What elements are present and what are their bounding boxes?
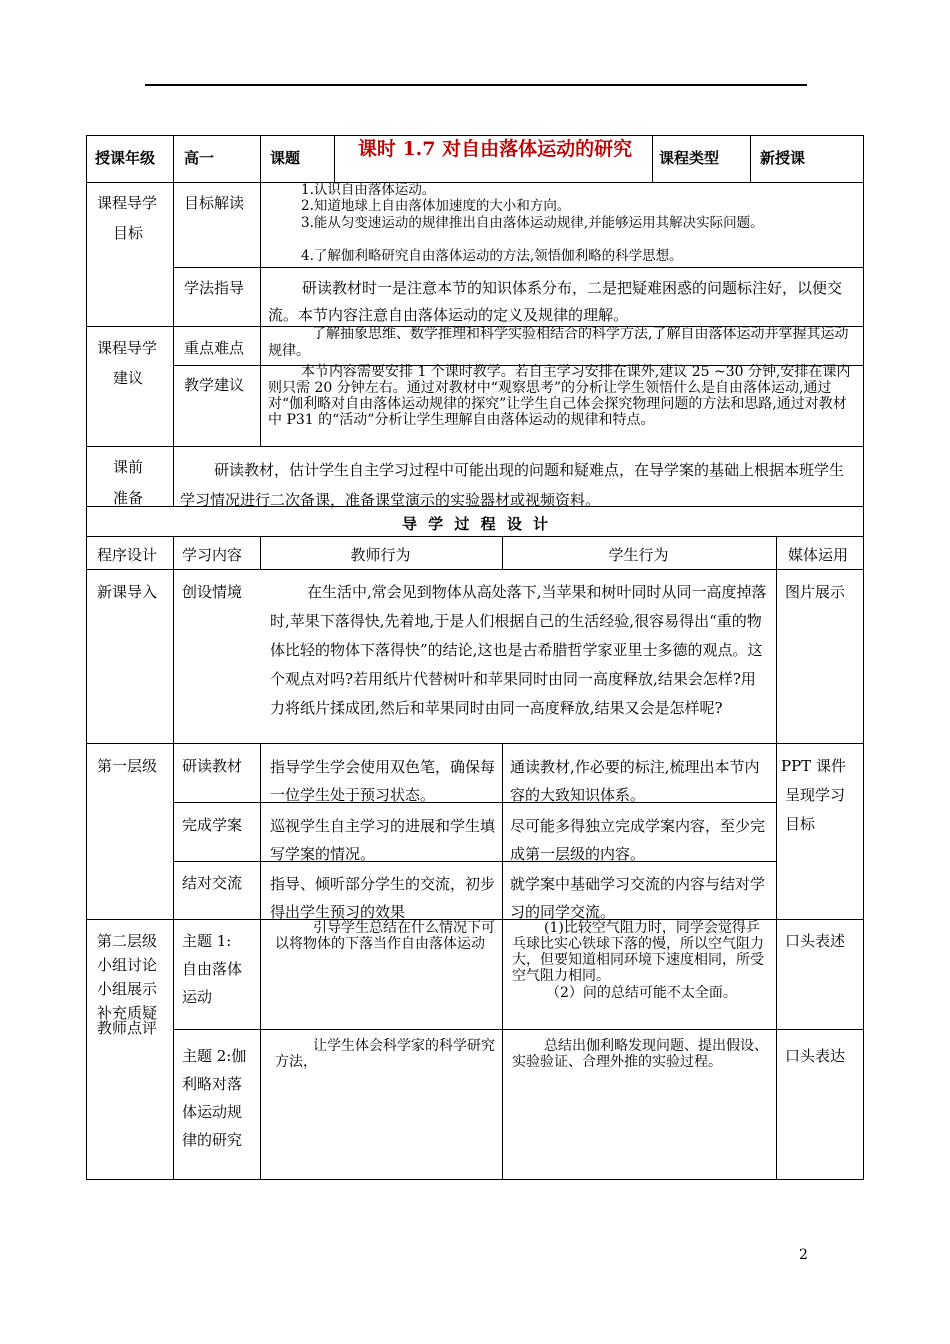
type-label: 课程类型	[659, 149, 720, 167]
guide-goal-section-line2: 目标	[113, 224, 144, 242]
method-text: 研读教材时一是注意本节的知识体系分布，二是把疑难困惑的问题标注好，以便交流。本节内容注意自由落体运动的定义及规律的理解。	[268, 279, 843, 324]
intro-text: 在生活中,常会见到物体从高处落下,当苹果和树叶同时从同一高度掉落时,苹果下落得快,先着地,于是人们根据自己的生活经验,很容易得出“重的物体比轻的物体下落得快”的结论,这也是古希腊哲学家亚里士多德的观点。这个观点对吗?若用纸片代替树叶和苹果同时由同一高度释放,结果会怎样?用力将纸片揉成团,然后和苹果同时由同一高度释放,结果又会是怎样呢?	[270, 583, 767, 717]
level2-row1-media: 口头表述	[785, 932, 846, 950]
col-content: 学习内容	[182, 546, 243, 564]
topic-label: 课题	[270, 149, 301, 167]
teach-label: 教学建议	[184, 376, 245, 394]
level2-row2-content-2: 利略对落	[182, 1075, 243, 1093]
type-value: 新授课	[760, 149, 806, 167]
prep-section-line2: 准备	[113, 489, 144, 507]
intro-media: 图片展示	[785, 583, 846, 601]
level2-row1-content-1: 主题 1:	[182, 932, 232, 950]
level2-stage-5: 教师点评	[97, 1019, 158, 1037]
top-rule	[145, 84, 807, 86]
level1-row1-teacher: 指导学生学会使用双色笔，确保每一位学生处于预习状态。	[270, 758, 496, 804]
objective-label: 目标解读	[184, 194, 245, 212]
prep-text: 研读教材，估计学生自主学习过程中可能出现的问题和疑难点，在导学案的基础上根据本班学生学习情况进行二次备课，准备课堂演示的实验器材或视频资料。	[180, 461, 845, 509]
level2-stage-3: 小组展示	[97, 980, 158, 998]
level1-row1-student: 通读教材,作必要的标注,梳理出本节内容的大致知识体系。	[510, 758, 760, 804]
guide-advice-section-line1: 课程导学	[97, 339, 158, 357]
level1-row1-content: 研读教材	[182, 757, 243, 775]
method-label: 学法指导	[184, 279, 245, 297]
level2-row2-content-3: 体运动规	[182, 1103, 243, 1121]
grade-label: 授课年级	[95, 149, 156, 167]
grade-value: 高一	[184, 149, 215, 167]
level1-row3-teacher: 指导、倾听部分学生的交流，初步得出学生预习的效果	[270, 875, 496, 921]
level2-row1-student-2: （2）问的总结可能不太全面。	[546, 985, 737, 1001]
level2-row2-student: 总结出伽利略发现问题、提出假设、实验验证、合理外推的实验过程。	[512, 1038, 768, 1070]
level2-stage-1: 第二层级	[97, 932, 158, 950]
col-media: 媒体运用	[788, 546, 849, 564]
level2-row1-student: (1)比较空气阻力时，同学会觉得乒乓球比实心铁球下落的慢，所以空气阻力大，但要知道相同环境下速度相同，所受空气阻力相同。	[512, 920, 764, 984]
intro-content: 创设情境	[182, 583, 243, 601]
col-procedure: 程序设计	[97, 546, 158, 564]
level1-media-line3: 目标	[785, 815, 816, 833]
level1-row3-content: 结对交流	[182, 874, 243, 892]
level2-row2-media: 口头表达	[785, 1047, 846, 1065]
key-label: 重点难点	[184, 339, 245, 357]
level2-row1-content-3: 运动	[182, 988, 213, 1006]
level2-row2-content-4: 律的研究	[182, 1131, 243, 1149]
level2-row2-teacher: 让学生体会科学家的科学研究方法，	[275, 1038, 495, 1070]
page-number: 2	[799, 1247, 808, 1263]
objective-1: 1.认识自由落体运动。	[301, 182, 436, 198]
level1-row3-student: 就学案中基础学习交流的内容与结对学习的同学交流。	[510, 875, 766, 921]
design-title: 导 学 过 程 设 计	[401, 515, 549, 533]
prep-section-line1: 课前	[113, 458, 144, 476]
key-text: 了解抽象思维、数学推理和科学实验相结合的科学方法,了解自由落体运动并掌握其运动规律。	[268, 326, 849, 359]
col-teacher: 教师行为	[350, 546, 411, 564]
level2-stage-4: 补充质疑	[97, 1004, 158, 1022]
guide-goal-section-line1: 课程导学	[97, 194, 158, 212]
level2-stage-2: 小组讨论	[97, 956, 158, 974]
level1-stage: 第一层级	[97, 757, 158, 775]
teach-text: 本节内容需要安排 1 个课时教学。若自主学习安排在课外,建议 25 ~30 分钟,安排在课内则只需 20 分钟左右。通过对教材中“观察思考”的分析让学生领悟什么是自由落体运动,通过对“伽利略对自由落体运动规律的探究”让学生自己体会探究物理问题的方法和思路,通过对教材中 P31 的“活动”分析让学生理解自由落体运动的规律和特点。	[268, 364, 851, 428]
intro-stage: 新课导入	[97, 583, 158, 601]
level1-row2-content: 完成学案	[182, 816, 243, 834]
col-student: 学生行为	[608, 546, 669, 564]
level1-row2-student: 尽可能多得独立完成学案内容，至少完成第一层级的内容。	[510, 817, 766, 863]
objective-4: 4.了解伽利略研究自由落体运动的方法,领悟伽利略的科学思想。	[301, 248, 683, 264]
lesson-title: 课时 1.7 对自由落体运动的研究	[357, 138, 633, 160]
level1-row2-teacher: 巡视学生自主学习的进展和学生填写学案的情况。	[270, 817, 496, 863]
objective-2: 2.知道地球上自由落体加速度的大小和方向。	[301, 198, 571, 214]
level2-row1-content-2: 自由落体	[182, 960, 243, 978]
level1-media-line2: 呈现学习	[785, 786, 846, 804]
level2-row2-content-1: 主题 2:伽	[182, 1047, 247, 1065]
level1-media-line1: PPT 课件	[781, 757, 846, 775]
level2-row1-teacher: 引导学生总结在什么情况下可以将物体的下落当作自由落体运动	[275, 920, 495, 952]
guide-advice-section-line2: 建议	[113, 369, 144, 387]
objective-3: 3.能从匀变速运动的规律推出自由落体运动规律,并能够运用其解决实际问题。	[301, 215, 764, 231]
